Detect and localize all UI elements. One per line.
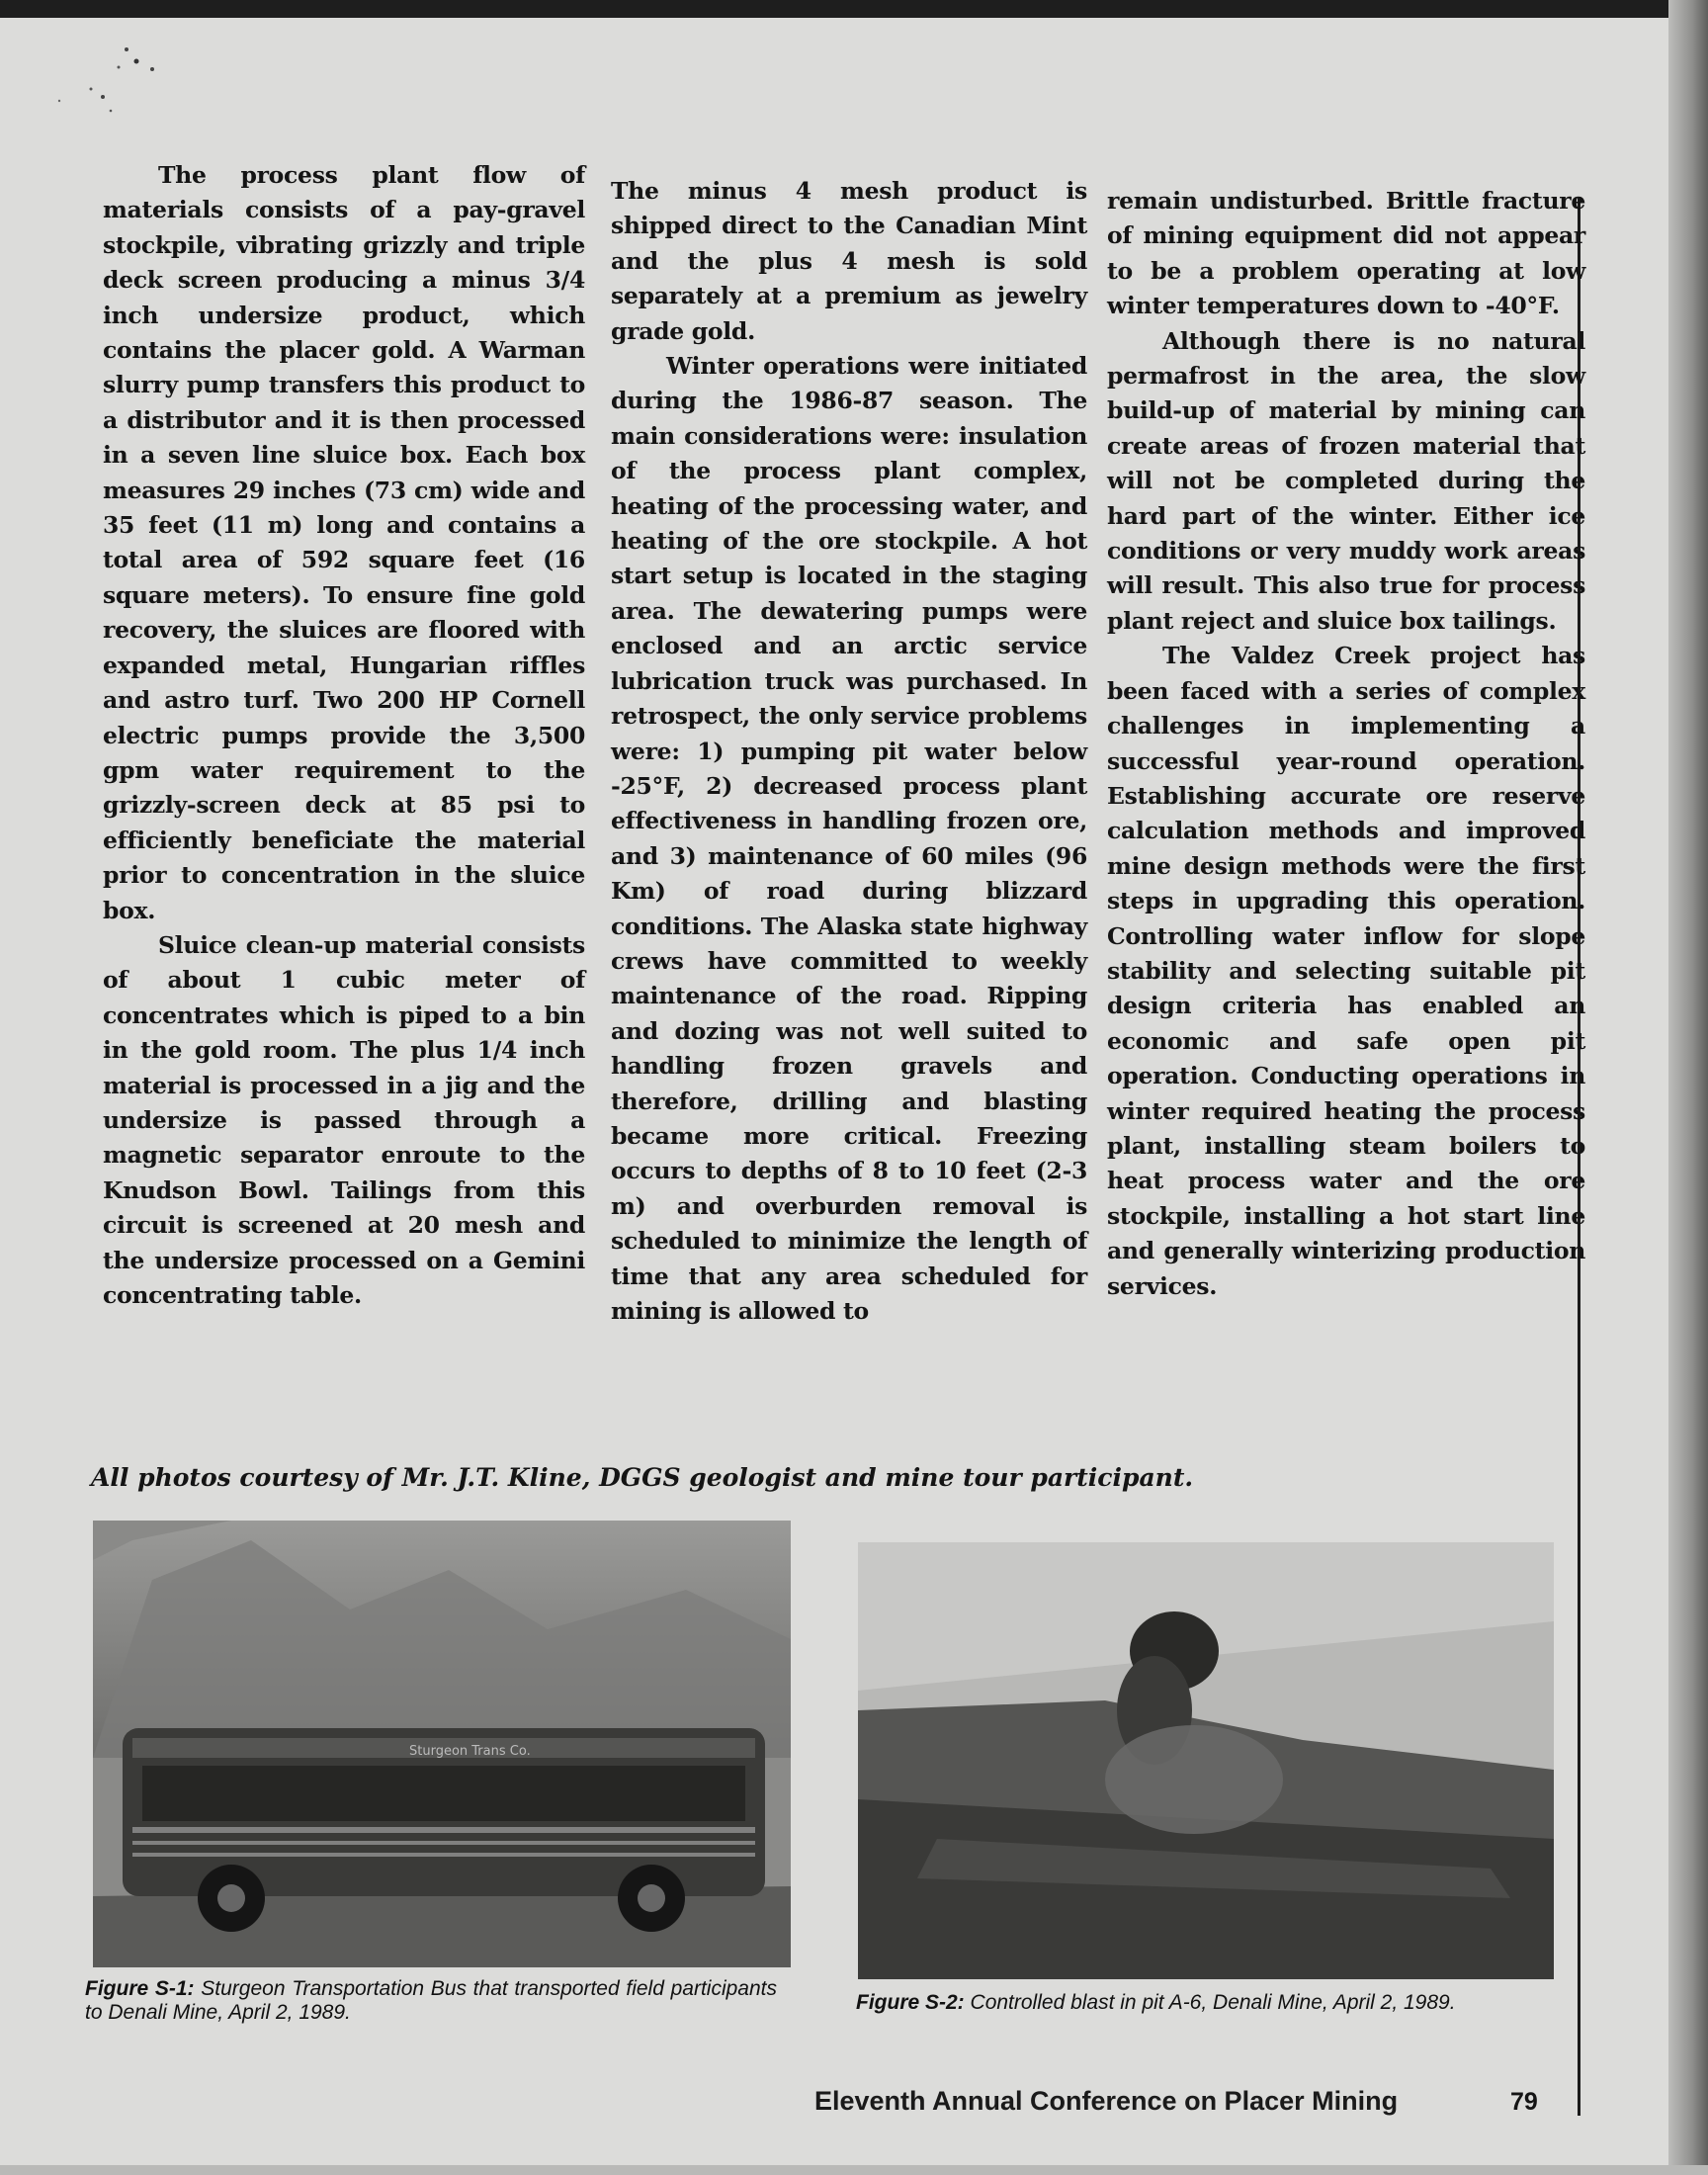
- footer-title: Eleventh Annual Conference on Placer Mining: [814, 2086, 1399, 2116]
- scan-bottom-edge: [0, 2165, 1708, 2175]
- paragraph: Although there is no natural permafrost in the area, the slow build-up of material by mining can create areas of frozen material that will not be completed during the hard part of the winter. Either ice conditions or very muddy work areas will result. This also true for process plant reject and sluice box tailings.: [1107, 326, 1585, 635]
- paragraph: remain undisturbed. Brittle fracture of mining equipment did not appear to be a problem operating at low winter temperatures down to -40°F.: [1107, 187, 1585, 320]
- blast-photo: [858, 1542, 1554, 1979]
- text-column-3: [1107, 184, 1585, 1304]
- bus-lettering: Sturgeon Trans Co.: [409, 1744, 531, 1759]
- paragraph: Winter operations were initiated during the 1986-87 season. The main considerations were: insulation of the process plant complex, heating of the processing water, and heating of the ore stockpile. A hot start setup is located in the staging area. The dewatering pumps were enclosed and an arctic service lubrication truck was purchased. In retrospect, the only service problems were: 1) pumping pit water below -25°F, 2) decreased process plant effectiveness in handling frozen ore, and 3) maintenance of 60 miles (96 Km) of road during blizzard conditions. The Alaska state highway crews have committed to weekly maintenance of the road. Ripping and dozing was not well suited to handling frozen gravels and therefore, drilling and blasting became more critical. Freezing occurs to depths of 8 to 10 feet (2-3 m) and overburden removal is scheduled to minimize the length of time that any area scheduled for mining is allowed to: [611, 352, 1087, 1325]
- figure-caption-1: [85, 1977, 777, 2025]
- figure-label: Figure S-2:: [856, 1991, 965, 2014]
- paragraph: Sluice clean-up material consists of about 1 cubic meter of concentrates which is piped to a bin in the gold room. The plus 1/4 inch material is processed in a jig and the undersize is passed through a magnetic separator enroute to the Knudson Bowl. Tailings from this circuit is screened at 20 mesh and the undersize processed on a Gemini concentrating table.: [103, 930, 585, 1309]
- bus-photo: [93, 1521, 791, 1967]
- paragraph: The process plant flow of materials consists of a pay-gravel stockpile, vibrating grizzly and triple deck screen producing a minus 3/4 inch undersize product, which contains the placer gold. A Warman slurry pump transfers this product to a distributor and it is then processed in a seven line sluice box. Each box measures 29 inches (73 cm) wide and 35 feet (11 m) long and contains a total area of 592 square feet (16 square meters). To ensure fine gold recovery, the sluices are floored with expanded metal, Hungarian riffles and astro turf. Two 200 HP Cornell electric pumps provide the 3,500 gpm water requirement to the grizzly-screen deck at 85 psi to efficiently beneficiate the material prior to concentration in the sluice box.: [103, 161, 585, 924]
- photo-credit: All photos courtesy of Mr. J.T. Kline, DGGS geologist and mine tour participant.: [91, 1463, 1194, 1492]
- text-column-2: [611, 174, 1087, 1329]
- scan-page-edge: [1668, 0, 1708, 2175]
- text-column-1: [103, 158, 585, 1313]
- caption-text: Controlled blast in pit A-6, Denali Mine, April 2, 1989.: [964, 1991, 1456, 2014]
- figure-label: Figure S-1:: [85, 1977, 195, 2000]
- scan-top-border: [0, 0, 1708, 18]
- page-number: 79: [1510, 2088, 1538, 2116]
- figure-caption-2: [856, 1991, 1568, 2015]
- caption-text: Sturgeon Transportation Bus that transported field participants to Denali Mine, April 2, 1989.: [85, 1977, 777, 2024]
- paragraph: The minus 4 mesh product is shipped direct to the Canadian Mint and the plus 4 mesh is sold separately at a premium as jewelry grade gold.: [611, 177, 1087, 345]
- scan-specks: [30, 40, 168, 129]
- paragraph: The Valdez Creek project has been faced with a series of complex challenges in implementing a successful year-round operation. Establishing accurate ore reserve calculation methods and improved mine design methods were the first steps in upgrading this operation. Controlling water inflow for slope stability and selecting suitable pit design criteria has enabled an economic and safe open pit operation. Conducting operations in winter required heating the process plant, installing steam boilers to heat process water and the ore stockpile, installing a hot start line and generally winterizing production services.: [1107, 642, 1585, 1300]
